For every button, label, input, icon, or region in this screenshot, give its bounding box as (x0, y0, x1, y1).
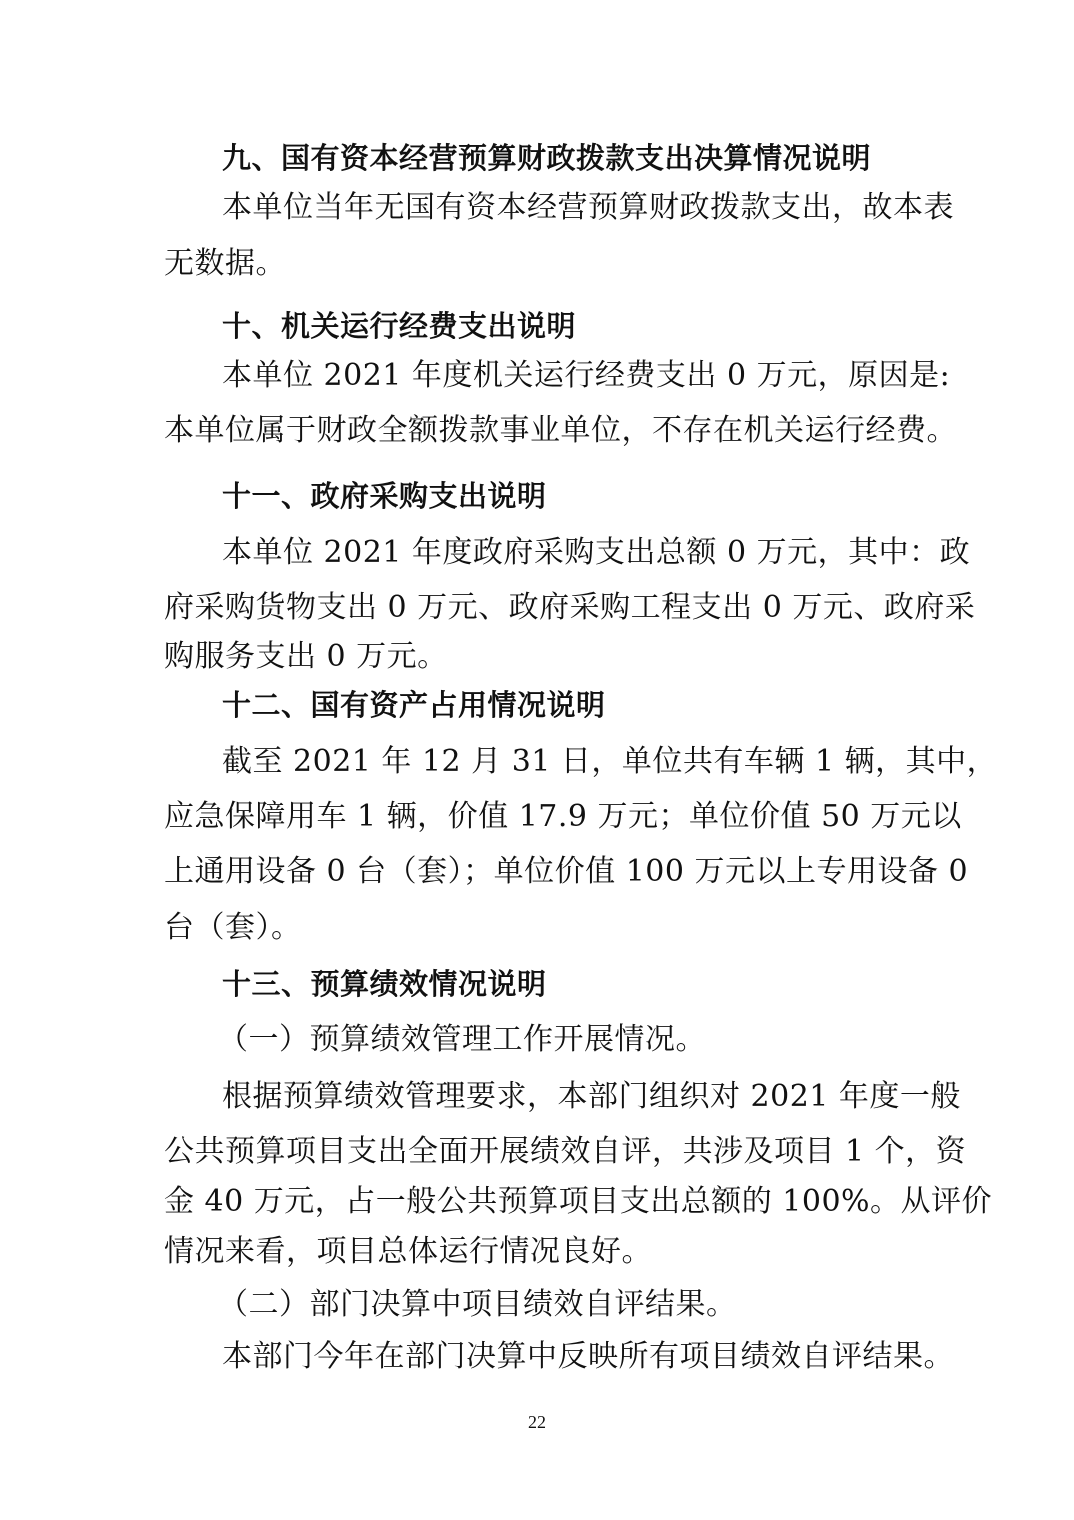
paragraph-line: 公共预算项目支出全面开展绩效自评，共涉及项目 1 个，资 (164, 1134, 967, 1169)
paragraph-line: 本单位 2021 年度机关运行经费支出 0 万元，原因是: (222, 358, 951, 393)
paragraph-line: 情况来看，项目总体运行情况良好。 (164, 1234, 652, 1269)
page-number: 22 (528, 1412, 546, 1432)
paragraph-line: 台（套）。 (164, 910, 302, 945)
paragraph-line: 本部门今年在部门决算中反映所有项目绩效自评结果。 (222, 1339, 954, 1374)
paragraph-line: 购服务支出 0 万元。 (164, 639, 448, 674)
paragraph-line: 应急保障用车 1 辆，价值 17.9 万元；单位价值 50 万元以 (164, 799, 962, 834)
subsection-heading: （一）预算绩效管理工作开展情况。 (218, 1022, 706, 1057)
section-heading-9: 九、国有资本经营预算财政拨款支出决算情况说明 (222, 141, 872, 175)
paragraph-line: 本单位 2021 年度政府采购支出总额 0 万元，其中：政 (222, 535, 971, 570)
paragraph-line: 府采购货物支出 0 万元、政府采购工程支出 0 万元、政府采 (164, 590, 976, 625)
paragraph-line: 根据预算绩效管理要求，本部门组织对 2021 年度一般 (222, 1079, 961, 1114)
section-heading-12: 十二、国有资产占用情况说明 (222, 688, 606, 722)
subsection-heading: （二）部门决算中项目绩效自评结果。 (218, 1287, 737, 1322)
section-heading-13: 十三、预算绩效情况说明 (222, 967, 547, 1001)
section-heading-10: 十、机关运行经费支出说明 (222, 309, 577, 343)
paragraph-line: 截至 2021 年 12 月 31 日，单位共有车辆 1 辆，其中， (222, 744, 998, 779)
paragraph-line: 上通用设备 0 台（套）；单位价值 100 万元以上专用设备 0 (164, 854, 969, 889)
paragraph-line: 金 40 万元，占一般公共预算项目支出总额的 100%。从评价 (164, 1184, 993, 1219)
paragraph-line: 本单位属于财政全额拨款事业单位，不存在机关运行经费。 (164, 413, 957, 448)
section-heading-11: 十一、政府采购支出说明 (222, 479, 547, 513)
paragraph-line: 本单位当年无国有资本经营预算财政拨款支出，故本表 (222, 190, 954, 225)
paragraph-line: 无数据。 (164, 246, 286, 281)
